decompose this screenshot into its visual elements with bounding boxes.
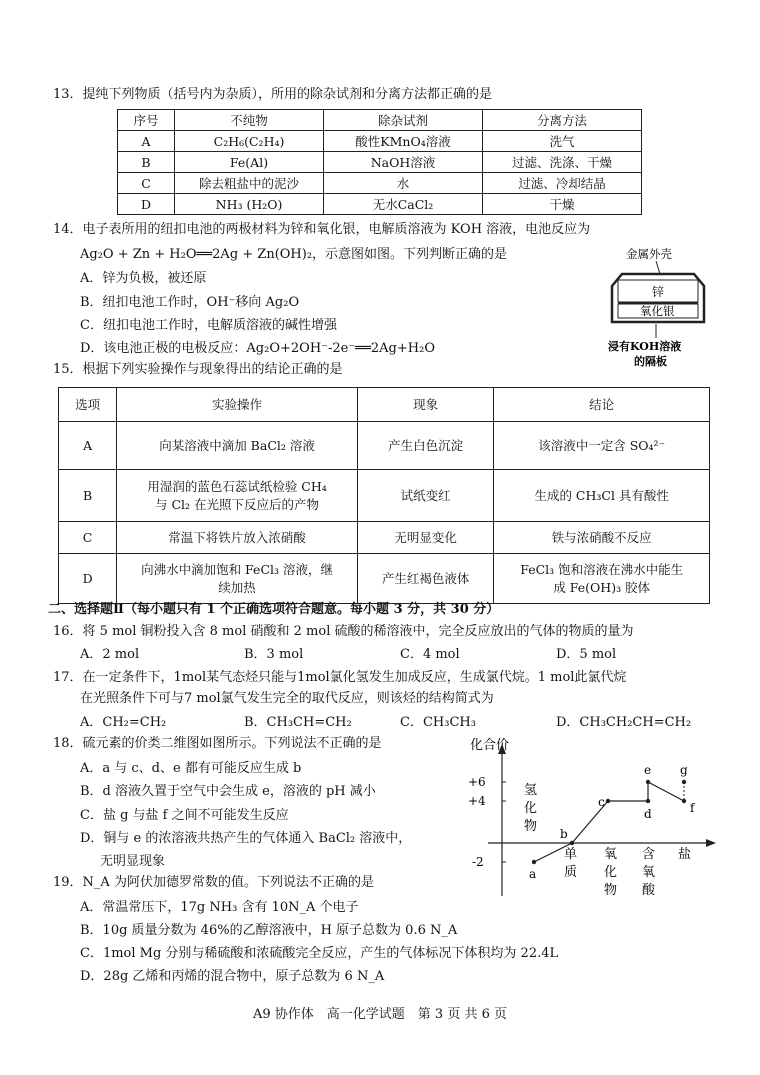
q15-cell: 用湿润的蓝色石蕊试纸检验 CH₄ 与 Cl₂ 在光照下反应后的产物 — [117, 470, 358, 522]
point-d — [646, 799, 650, 803]
q13-cell: 水 — [324, 173, 483, 194]
q15-cell: C — [59, 522, 117, 554]
point-label-a: a — [529, 867, 537, 881]
q15-cell: 无明显变化 — [357, 522, 493, 554]
point-f — [682, 799, 686, 803]
svg-text:氧: 氧 — [604, 847, 618, 862]
q15-cell: 常温下将铁片放入浓硝酸 — [117, 522, 358, 554]
label-metal-shell: 金属外壳 — [626, 247, 672, 261]
q13-cell: 无水CaCl₂ — [324, 194, 483, 215]
q18-option-c: C．盐 g 与盐 f 之间不可能发生反应 — [80, 808, 289, 823]
series-line-upper — [648, 782, 684, 801]
q17-option-a: A．CH₂=CH₂ — [80, 715, 167, 730]
q14-option-a: A．锌为负极，被还原 — [80, 271, 207, 286]
q15-cell: 生成的 CH₃Cl 具有酸性 — [494, 470, 710, 522]
point-label-d: d — [644, 807, 652, 821]
q18-option-b: B．d 溶液久置于空气中会生成 e，溶液的 pH 减小 — [80, 784, 376, 799]
page-footer: A9 协作体 高一化学试题 第 3 页 共 6 页 — [253, 1007, 507, 1022]
q15-cell: 产生白色沉淀 — [357, 422, 493, 470]
x-category-oxide — [604, 847, 617, 898]
svg-text:酸: 酸 — [642, 883, 656, 898]
button-cell-figure — [600, 244, 720, 372]
q19-option-b: B．10g 质量分数为 46%的乙醇溶液中，H 原子总数为 0.6 N_A — [80, 923, 458, 938]
q15-header: 选项 — [59, 388, 117, 422]
label-separator-1: 浸有KOH溶液 — [608, 340, 682, 353]
q15-cell: 产生红褐色液体 — [357, 554, 493, 604]
y-tick-label: -2 — [472, 855, 484, 869]
q15-cell: FeCl₃ 饱和溶液在沸水中能生 成 Fe(OH)₃ 胶体 — [494, 554, 710, 604]
y-tick-label: +4 — [468, 794, 486, 808]
svg-text:质: 质 — [564, 865, 578, 880]
label-zinc: 锌 — [652, 285, 665, 299]
q15-cell: D — [59, 554, 117, 604]
q13-cell: 干燥 — [483, 194, 642, 215]
q14-stem-2: Ag₂O + Zn + H₂O══2Ag + Zn(OH)₂，示意图如图。下列判断正确的是 — [80, 247, 508, 262]
q15-header: 现象 — [357, 388, 493, 422]
svg-text:盐: 盐 — [678, 847, 692, 862]
q14-stem: 14．电子表所用的纽扣电池的两极材料为锌和氧化银，电解质溶液为 KOH 溶液，电池反应为 — [53, 222, 591, 237]
q17-option-c: C．CH₃CH₃ — [400, 715, 476, 730]
q15-header: 结论 — [494, 388, 710, 422]
q16-option-b: B．3 mol — [244, 647, 304, 662]
q13-cell: C₂H₆(C₂H₄) — [175, 131, 324, 152]
section-2-heading: 二、选择题Ⅱ（每小题只有 1 个正确选项符合题意。每小题 3 分，共 30 分） — [48, 602, 500, 617]
q13-cell: NH₃ (H₂O) — [175, 194, 324, 215]
q15-cell: 铁与浓硝酸不反应 — [494, 522, 710, 554]
q16-option-a: A．2 mol — [80, 647, 140, 662]
q19-stem: 19．N_A 为阿伏加德罗常数的值。下列说法不正确的是 — [53, 875, 374, 890]
q13-table — [117, 109, 642, 215]
q13-header: 分离方法 — [483, 110, 642, 131]
q13-cell: C — [118, 173, 175, 194]
q14-option-b: B．纽扣电池工作时，OH⁻移向 Ag₂O — [80, 295, 300, 310]
point-c — [606, 799, 610, 803]
q13-cell: 过滤、洗涤、干燥 — [483, 152, 642, 173]
q19-option-a: A．常温常压下，17g NH₃ 含有 10N_A 个电子 — [80, 900, 359, 915]
q14-option-d: D．该电池正极的电极反应：Ag₂O+2OH⁻-2e⁻══2Ag+H₂O — [80, 341, 435, 356]
x-category-hydride — [524, 783, 537, 834]
x-category-oxyacid — [642, 847, 656, 898]
point-g — [682, 780, 686, 784]
q13-cell: 洗气 — [483, 131, 642, 152]
svg-text:物: 物 — [524, 819, 538, 834]
q15-cell: 向某溶液中滴加 BaCl₂ 溶液 — [117, 422, 358, 470]
q17-option-d: D．CH₃CH₂CH=CH₂ — [556, 715, 692, 730]
q13-cell: 酸性KMnO₄溶液 — [324, 131, 483, 152]
x-category-salt — [678, 846, 691, 862]
q16-option-c: C．4 mol — [400, 647, 460, 662]
q13-header: 除杂试剂 — [324, 110, 483, 131]
q13-cell: 除去粗盐中的泥沙 — [175, 173, 324, 194]
svg-text:氧: 氧 — [642, 865, 656, 880]
svg-text:单: 单 — [564, 847, 578, 862]
point-label-b: b — [560, 827, 568, 841]
point-label-c: c — [598, 795, 605, 809]
q15-cell: A — [59, 422, 117, 470]
svg-text:化: 化 — [604, 865, 618, 880]
label-separator-2: 的隔板 — [634, 355, 667, 368]
y-axis-label: 化合价 — [470, 738, 510, 753]
sulfur-valence-chart — [462, 736, 720, 902]
q18-option-d: D．铜与 e 的浓溶液共热产生的气体通入 BaCl₂ 溶液中， — [80, 831, 412, 846]
q18-option-a: A．a 与 c、d、e 都有可能反应生成 b — [80, 761, 302, 776]
q15-table — [58, 387, 710, 604]
q16-option-d: D．5 mol — [556, 647, 617, 662]
q16-stem: 16．将 5 mol 铜粉投入含 8 mol 硝酸和 2 mol 硫酸的稀溶液中，完全反应放出的气体的物质的量为 — [53, 624, 634, 639]
svg-text:含: 含 — [642, 847, 656, 862]
q13-cell: 过滤、冷却结晶 — [483, 173, 642, 194]
q17-option-b: B．CH₃CH=CH₂ — [244, 715, 352, 730]
q15-cell: 试纸变红 — [357, 470, 493, 522]
label-silver-oxide: 氧化银 — [640, 304, 675, 318]
q13-cell: D — [118, 194, 175, 215]
q13-header: 序号 — [118, 110, 175, 131]
q17-stem: 17．在一定条件下，1mol某气态烃只能与1mol氯化氢发生加成反应，生成氯代烷。1 mol此氯代烷 — [53, 670, 627, 685]
q15-stem: 15．根据下列实验操作与现象得出的结论正确的是 — [53, 362, 343, 377]
svg-text:化: 化 — [524, 801, 538, 816]
point-label-f: f — [690, 801, 695, 815]
x-category-element — [564, 847, 577, 880]
point-b — [570, 841, 574, 845]
q15-cell: 该溶液中一定含 SO₄²⁻ — [494, 422, 710, 470]
q15-cell: B — [59, 470, 117, 522]
q13-cell: B — [118, 152, 175, 173]
point-label-e: e — [644, 763, 652, 777]
q17-stem-2: 在光照条件下可与7 mol氯气发生完全的取代反应，则该烃的结构简式为 — [80, 691, 494, 706]
q15-header: 实验操作 — [117, 388, 358, 422]
svg-text:氢: 氢 — [524, 783, 538, 798]
svg-text:物: 物 — [604, 883, 618, 898]
q18-stem: 18．硫元素的价类二维图如图所示。下列说法不正确的是 — [53, 736, 382, 751]
q15-cell: 向沸水中滴加饱和 FeCl₃ 溶液，继 续加热 — [117, 554, 358, 604]
point-a — [532, 860, 536, 864]
point-e — [646, 780, 650, 784]
point-label-g: g — [680, 763, 688, 777]
q19-option-c: C．1mol Mg 分别与稀硫酸和浓硫酸完全反应，产生的气体标况下体积均为 22.4L — [80, 946, 559, 961]
q19-option-d: D．28g 乙烯和丙烯的混合物中，原子总数为 6 N_A — [80, 969, 385, 984]
q13-stem: 13．提纯下列物质（括号内为杂质），所用的除杂试剂和分离方法都正确的是 — [53, 87, 493, 102]
q13-cell: Fe(Al) — [175, 152, 324, 173]
y-tick-label: +6 — [468, 775, 486, 789]
series-line-lower — [534, 801, 648, 862]
q18-option-d-cont: 无明显现象 — [100, 854, 166, 869]
q13-header: 不纯物 — [175, 110, 324, 131]
q13-cell: NaOH溶液 — [324, 152, 483, 173]
q13-cell: A — [118, 131, 175, 152]
q14-option-c: C．纽扣电池工作时，电解质溶液的碱性增强 — [80, 318, 337, 333]
